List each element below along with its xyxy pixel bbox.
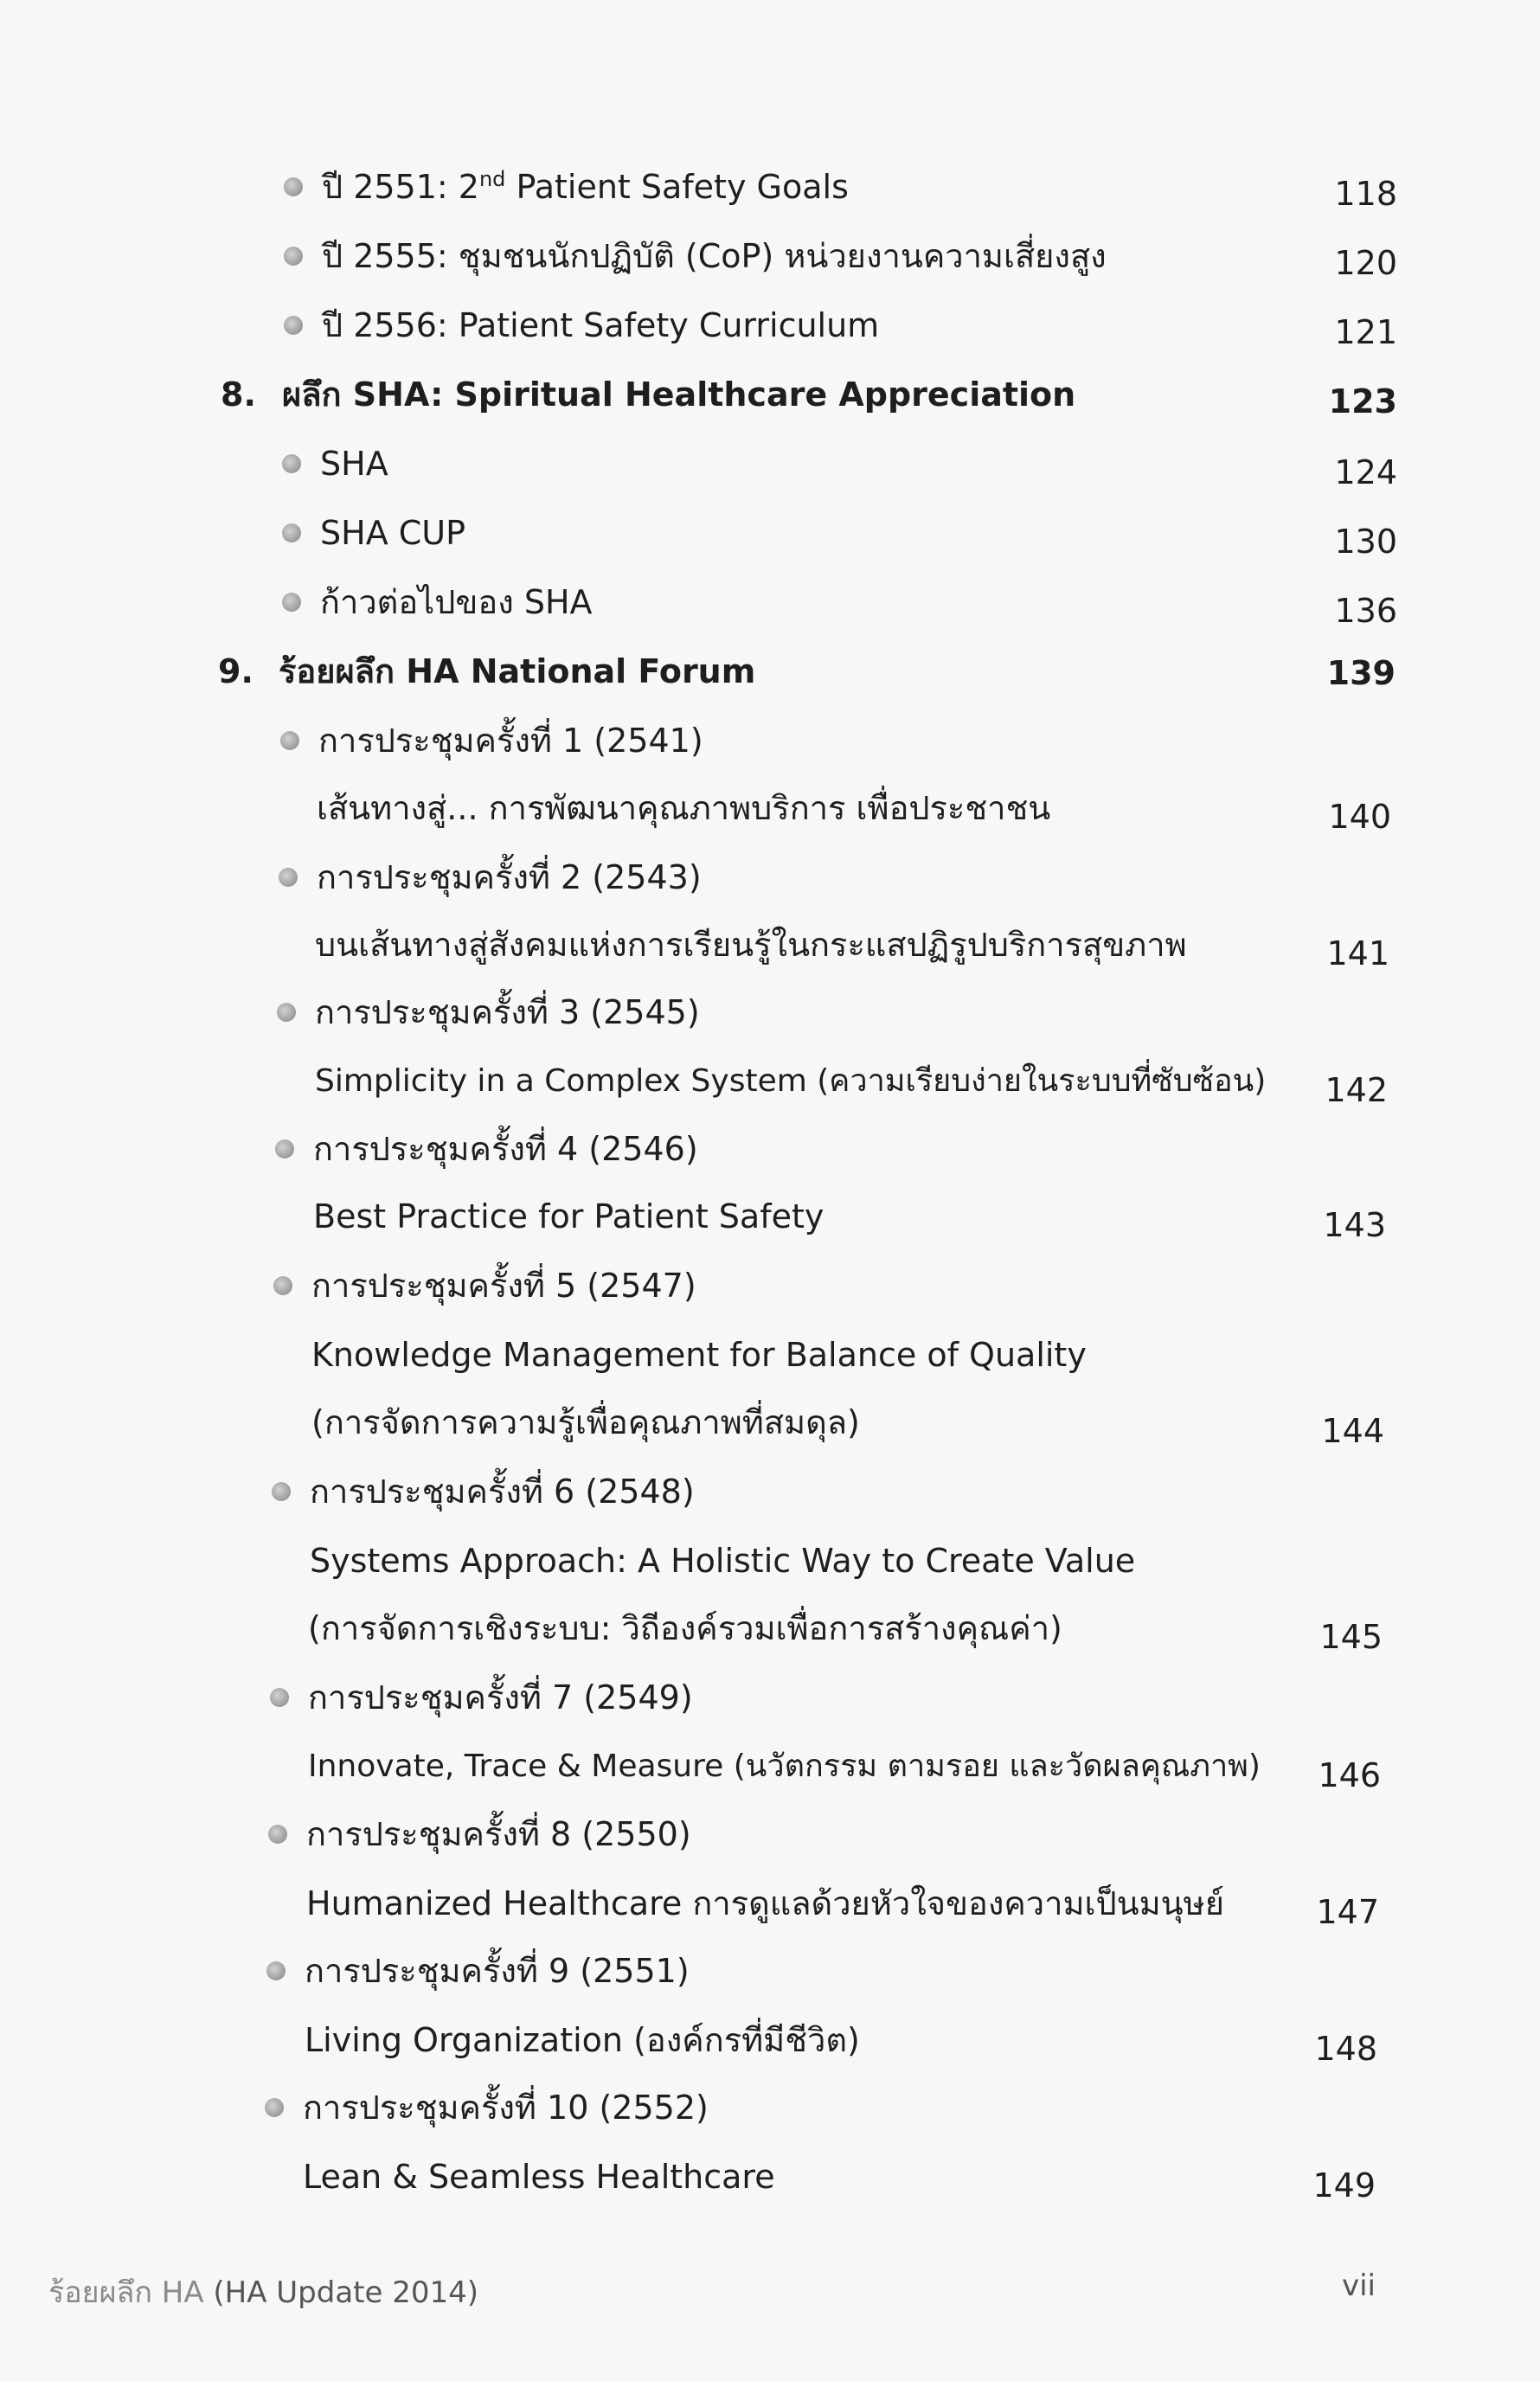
- footer-book-title: [48, 2269, 478, 2315]
- toc-entry-label: ปี 2551: 2nd Patient Safety Goals: [322, 167, 849, 206]
- toc-subentry: [0, 1736, 1540, 1798]
- toc-subentry: [0, 1050, 1540, 1113]
- toc-subentry: [0, 1324, 1540, 1386]
- toc-subentry-label: Innovate, Trace & Measure (นวัตกรรม ตามรอย และวัดผลคุณภาพ): [308, 1749, 1261, 1784]
- toc-subentry: [0, 1530, 1540, 1592]
- toc-entry-label: การประชุมครั้งที่ 8 (2550): [306, 1815, 691, 1853]
- toc-subentry-label: Knowledge Management for Balance of Quality: [311, 1336, 1087, 1374]
- toc-section: [0, 363, 1540, 426]
- bullet-icon: [272, 1482, 291, 1501]
- toc-page-number: 144: [1321, 1412, 1384, 1450]
- toc-page-number: 143: [1323, 1206, 1386, 1244]
- toc-subentry-label: Systems Approach: A Holistic Way to Create Value: [310, 1542, 1136, 1580]
- toc-section: [0, 640, 1540, 703]
- bullet-icon: [270, 1688, 289, 1707]
- footer-page-number: vii: [1341, 2269, 1376, 2303]
- toc-subentry-label: (การจัดการเชิงระบบ: วิถีองค์รวมเพื่อการสร้างคุณค่า): [308, 1609, 1062, 1647]
- toc-entry-label: การประชุมครั้งที่ 2 (2543): [317, 858, 702, 896]
- toc-entry-label: ก้าวต่อไปของ SHA: [320, 583, 593, 621]
- bullet-icon: [279, 868, 298, 887]
- bullet-icon: [280, 731, 299, 750]
- toc-subentry-label: เส้นทางสู่... การพัฒนาคุณภาพบริการ เพื่อประชาชน: [317, 789, 1051, 827]
- toc-subentry: [0, 2009, 1540, 2071]
- toc-entry: [0, 981, 1540, 1043]
- bullet-icon: [268, 1825, 287, 1844]
- toc-entry: [0, 1803, 1540, 1865]
- toc-entry-label: การประชุมครั้งที่ 6 (2548): [310, 1473, 695, 1511]
- toc-page-number: 123: [1328, 382, 1397, 420]
- toc-entry-label: การประชุมครั้งที่ 10 (2552): [303, 2089, 709, 2127]
- toc-subentry: [0, 2146, 1540, 2208]
- toc-page-number: 130: [1334, 523, 1397, 561]
- toc-subentry-label: (การจัดการความรู้เพื่อคุณภาพที่สมดุล): [311, 1403, 860, 1441]
- toc-entry-label: การประชุมครั้งที่ 9 (2551): [305, 1952, 690, 1990]
- toc-subentry-label: Living Organization (องค์กรที่มีชีวิต): [305, 2021, 860, 2059]
- toc-entry-label: การประชุมครั้งที่ 5 (2547): [311, 1267, 696, 1305]
- toc-page-number: 118: [1334, 175, 1397, 213]
- toc-entry: [0, 1940, 1540, 2002]
- bullet-icon: [284, 247, 303, 266]
- toc-page-number: 142: [1325, 1071, 1388, 1109]
- toc-page-number: 141: [1326, 934, 1389, 972]
- toc-subentry: [0, 1872, 1540, 1935]
- toc-page-number: 149: [1312, 2166, 1376, 2205]
- toc-entry-label: การประชุมครั้งที่ 7 (2549): [308, 1678, 693, 1717]
- bullet-icon: [273, 1276, 292, 1295]
- section-title: ร้อยผลึก HA National Forum: [279, 652, 756, 690]
- toc-subentry-label: Best Practice for Patient Safety: [313, 1197, 825, 1235]
- bullet-icon: [284, 316, 303, 335]
- bullet-icon: [284, 177, 303, 196]
- toc-entry-label: SHA CUP: [320, 514, 466, 552]
- toc-subentry-label: Lean & Seamless Healthcare: [303, 2158, 775, 2196]
- section-title: ผลึก SHA: Spiritual Healthcare Appreciation: [282, 375, 1076, 414]
- toc-page-number: 136: [1334, 592, 1397, 630]
- bullet-icon: [282, 523, 301, 542]
- toc-subentry: [0, 1597, 1540, 1659]
- toc-subentry-label: Simplicity in a Complex System (ความเรียบง่ายในระบบที่ซับซ้อน): [315, 1063, 1267, 1099]
- toc-subentry-label: บนเส้นทางสู่สังคมแห่งการเรียนรู้ในกระแสปฏิรูปบริการสุขภาพ: [315, 926, 1187, 964]
- bullet-icon: [282, 454, 301, 473]
- toc-page-number: 121: [1334, 313, 1397, 351]
- toc-entry: [0, 225, 1540, 287]
- toc-subentry-label: Humanized Healthcare การดูแลด้วยหัวใจของความเป็นมนุษย์: [306, 1884, 1224, 1922]
- toc-entry: [0, 1666, 1540, 1729]
- toc-page-number: 146: [1318, 1756, 1381, 1794]
- toc-entry: [0, 294, 1540, 356]
- toc-entry: [0, 502, 1540, 564]
- bullet-icon: [275, 1139, 294, 1158]
- toc-entry: [0, 846, 1540, 908]
- toc-entry-label: ปี 2556: Patient Safety Curriculum: [322, 306, 880, 344]
- footer-title-rest: (HA Update 2014): [203, 2275, 479, 2310]
- toc-entry: [0, 1255, 1540, 1317]
- toc-entry-label: SHA: [320, 445, 388, 483]
- toc-subentry: [0, 914, 1540, 976]
- toc-subentry: [0, 1391, 1540, 1454]
- bullet-icon: [282, 593, 301, 612]
- toc-page-number: 148: [1314, 2030, 1377, 2068]
- section-number: 8.: [221, 375, 256, 414]
- toc-entry: [0, 2076, 1540, 2139]
- toc-page-number: 145: [1319, 1618, 1383, 1656]
- toc-entry: [0, 571, 1540, 633]
- bullet-icon: [266, 1961, 286, 1980]
- section-number: 9.: [218, 652, 253, 690]
- footer-title-smudged: ร้อยผลึก HA: [48, 2275, 204, 2310]
- toc-page-number: 140: [1328, 798, 1391, 836]
- toc-entry: [0, 433, 1540, 495]
- toc-page-number: 120: [1334, 244, 1397, 282]
- toc-page-number: 124: [1334, 453, 1397, 491]
- toc-entry-label: การประชุมครั้งที่ 1 (2541): [318, 722, 703, 760]
- bullet-icon: [277, 1003, 296, 1022]
- toc-page-number: 147: [1316, 1893, 1379, 1931]
- bullet-icon: [265, 2098, 284, 2117]
- toc-entry: [0, 709, 1540, 772]
- toc-entry-label: ปี 2555: ชุมชนนักปฏิบัติ (CoP) หน่วยงานความเสี่ยงสูง: [322, 237, 1107, 275]
- toc-entry: [0, 1460, 1540, 1523]
- toc-entry: [0, 1118, 1540, 1180]
- toc-subentry: [0, 1185, 1540, 1248]
- toc-page-number: 139: [1326, 654, 1396, 692]
- toc-entry: [0, 156, 1540, 218]
- toc-entry-label: การประชุมครั้งที่ 4 (2546): [313, 1130, 698, 1168]
- toc-subentry: [0, 777, 1540, 839]
- toc-entry-label: การประชุมครั้งที่ 3 (2545): [315, 993, 700, 1031]
